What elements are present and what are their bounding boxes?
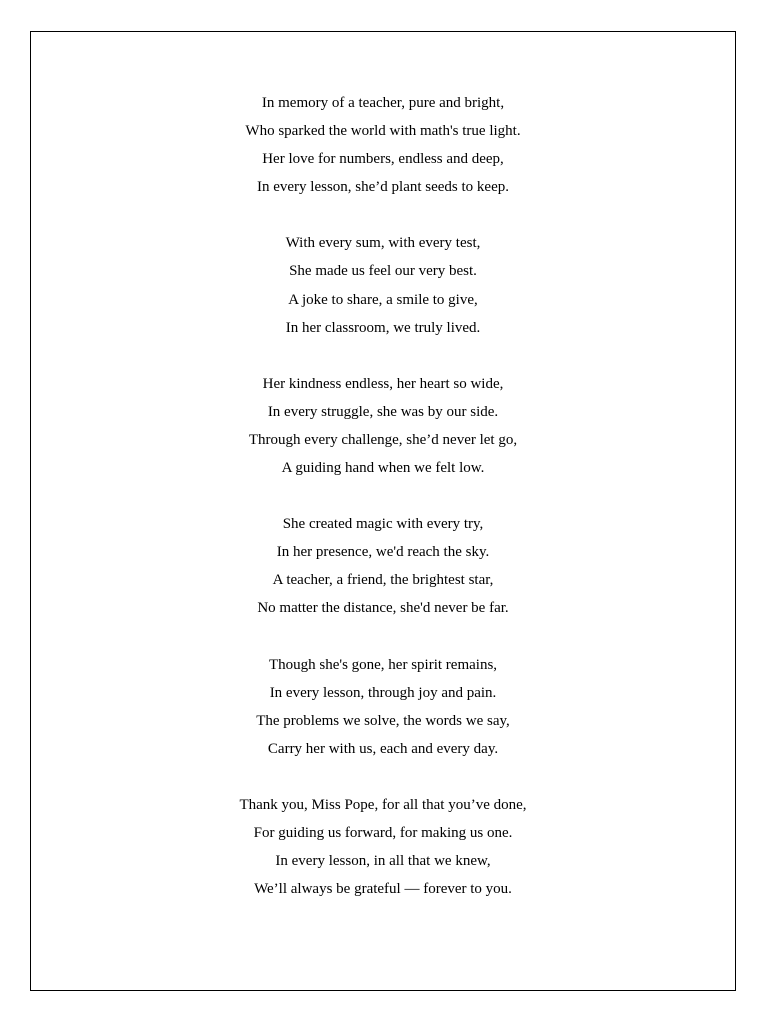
stanza-2	[31, 229, 735, 341]
poem-line: A teacher, a friend, the brightest star,	[272, 572, 494, 589]
document-page	[30, 31, 736, 991]
poem-line: In every lesson, she’d plant seeds to keep.	[256, 179, 509, 196]
poem-line: In memory of a teacher, pure and bright,	[261, 95, 505, 111]
poem-line: A joke to share, a smile to give,	[288, 291, 478, 308]
poem	[31, 89, 735, 931]
poem-line: With every sum, with every test,	[285, 235, 481, 252]
stanza-3	[31, 370, 735, 482]
stanza-4	[31, 510, 735, 622]
poem-line: Carry her with us, each and every day.	[267, 740, 499, 757]
poem-line: Her kindness endless, her heart so wide,	[262, 375, 504, 392]
poem-line: In every lesson, in all that we knew,	[275, 853, 491, 870]
poem-line: In every struggle, she was by our side.	[267, 403, 499, 420]
poem-line: She made us feel our very best.	[289, 263, 477, 280]
stanza-6	[31, 791, 735, 903]
stanza-1	[31, 89, 735, 201]
poem-line: Her love for numbers, endless and deep,	[262, 151, 504, 168]
poem-line: A guiding hand when we felt low.	[281, 460, 485, 477]
poem-line: She created magic with every try,	[282, 516, 484, 533]
poem-line: For guiding us forward, for making us one.	[253, 824, 513, 841]
poem-line: Who sparked the world with math's true light.	[245, 123, 521, 140]
poem-line: Through every challenge, she’d never let go,	[248, 431, 518, 448]
poem-line: No matter the distance, she'd never be far.	[257, 600, 509, 617]
stanza-5	[31, 651, 735, 763]
poem-line: In her presence, we'd reach the sky.	[276, 544, 490, 561]
poem-line: The problems we solve, the words we say,	[256, 712, 510, 729]
poem-line: In every lesson, through joy and pain.	[269, 684, 497, 701]
poem-line: Thank you, Miss Pope, for all that you’ve done,	[239, 796, 527, 813]
poem-line: We’ll always be grateful — forever to you.	[254, 881, 512, 898]
poem-line: Though she's gone, her spirit remains,	[268, 656, 498, 673]
poem-line: In her classroom, we truly lived.	[285, 319, 481, 336]
